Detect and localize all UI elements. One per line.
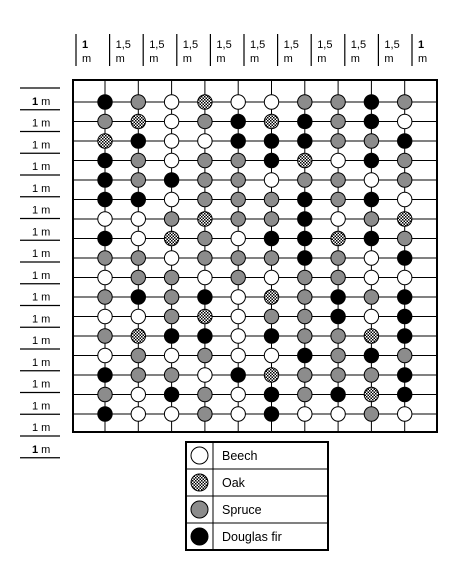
tree-douglas-fir — [364, 348, 378, 362]
tree-spruce — [198, 407, 212, 421]
row-spacing-label — [20, 139, 60, 153]
legend-symbol-beech — [191, 447, 208, 464]
tree-spruce — [398, 153, 412, 167]
row-spacing-text: 1 m — [32, 291, 51, 304]
tree-spruce — [298, 368, 312, 382]
tree-spruce — [364, 134, 378, 148]
planting-grid — [73, 80, 437, 432]
tree-beech — [131, 231, 145, 245]
tree-douglas-fir — [298, 212, 312, 226]
tree-spruce — [331, 192, 345, 206]
tree-beech — [131, 387, 145, 401]
legend-symbol-douglas-fir — [191, 528, 208, 545]
row-spacing-text: 1 m — [32, 269, 51, 282]
tree-beech — [98, 348, 112, 362]
tree-spruce — [364, 407, 378, 421]
tree-douglas-fir — [331, 387, 345, 401]
column-spacing-value: 1 — [82, 39, 89, 51]
tree-douglas-fir — [98, 407, 112, 421]
tree-douglas-fir — [98, 368, 112, 382]
tree-douglas-fir — [264, 153, 278, 167]
column-spacing-value: 1,5 — [384, 39, 400, 51]
tree-douglas-fir — [364, 114, 378, 128]
tree-spruce — [164, 290, 178, 304]
tree-douglas-fir — [298, 251, 312, 265]
row-spacing-label — [20, 335, 60, 349]
tree-oak — [398, 212, 412, 226]
tree-douglas-fir — [264, 231, 278, 245]
tree-spruce — [98, 387, 112, 401]
tree-spruce — [231, 192, 245, 206]
row-spacing-label — [20, 248, 60, 262]
tree-spruce — [231, 173, 245, 187]
row-spacing-label — [20, 357, 60, 371]
column-spacing-unit: m — [149, 53, 159, 65]
tree-beech — [231, 309, 245, 323]
tree-spruce — [398, 173, 412, 187]
column-spacing-value: 1,5 — [216, 39, 232, 51]
row-spacing-label — [20, 379, 60, 393]
column-spacing-value: 1 — [418, 39, 425, 51]
tree-oak — [98, 134, 112, 148]
tree-spruce — [264, 212, 278, 226]
row-spacing-label — [20, 96, 60, 110]
legend-symbol-spruce — [191, 501, 208, 518]
tree-beech — [164, 251, 178, 265]
tree-spruce — [164, 309, 178, 323]
tree-spruce — [98, 290, 112, 304]
tree-beech — [164, 134, 178, 148]
tree-spruce — [131, 95, 145, 109]
tree-spruce — [198, 114, 212, 128]
tree-beech — [298, 407, 312, 421]
tree-spruce — [98, 251, 112, 265]
row-spacing-label — [20, 226, 60, 240]
tree-beech — [98, 270, 112, 284]
column-spacing-label — [345, 34, 366, 66]
column-spacing-label — [278, 34, 299, 66]
tree-beech — [198, 368, 212, 382]
row-spacing-text: 1 m — [32, 422, 51, 434]
row-spacing-text: 1 m — [32, 204, 51, 217]
column-spacing-label — [378, 34, 399, 66]
row-spacing-label — [20, 422, 60, 436]
tree-douglas-fir — [398, 329, 412, 343]
tree-spruce — [331, 251, 345, 265]
tree-douglas-fir — [331, 309, 345, 323]
tree-beech — [364, 251, 378, 265]
tree-douglas-fir — [398, 290, 412, 304]
tree-spruce — [131, 270, 145, 284]
tree-douglas-fir — [264, 407, 278, 421]
column-spacing-value: 1,5 — [182, 39, 199, 51]
column-spacing-unit: m — [250, 53, 260, 65]
legend-symbol-oak — [191, 474, 208, 491]
tree-spruce — [298, 309, 312, 323]
tree-spruce — [131, 173, 145, 187]
tree-spruce — [164, 368, 178, 382]
column-spacing-value: 1,5 — [283, 39, 299, 51]
column-spacing-unit: m — [350, 53, 360, 65]
row-spacing-label — [20, 118, 60, 132]
tree-beech — [231, 348, 245, 362]
row-spacing-text: 1 m — [32, 139, 51, 152]
row-spacing-label — [20, 270, 60, 284]
row-spacing-text: 1 m — [32, 182, 51, 195]
tree-beech — [164, 153, 178, 167]
tree-douglas-fir — [164, 329, 178, 343]
legend-label-beech: Beech — [222, 449, 258, 463]
tree-beech — [231, 387, 245, 401]
tree-beech — [231, 231, 245, 245]
tree-beech — [364, 309, 378, 323]
tree-oak — [264, 368, 278, 382]
tree-spruce — [231, 212, 245, 226]
tree-spruce — [198, 173, 212, 187]
row-spacing-text: 1 m — [32, 226, 51, 239]
tree-beech — [164, 407, 178, 421]
tree-beech — [164, 348, 178, 362]
column-spacing-value: 1,5 — [350, 39, 367, 51]
tree-douglas-fir — [198, 329, 212, 343]
tree-beech — [264, 348, 278, 362]
tree-douglas-fir — [298, 231, 312, 245]
tree-beech — [198, 134, 212, 148]
tree-spruce — [231, 251, 245, 265]
tree-beech — [331, 153, 345, 167]
tree-beech — [131, 212, 145, 226]
tree-douglas-fir — [398, 368, 412, 382]
tree-douglas-fir — [231, 134, 245, 148]
tree-douglas-fir — [98, 95, 112, 109]
tree-douglas-fir — [98, 173, 112, 187]
tree-spruce — [331, 348, 345, 362]
tree-douglas-fir — [331, 290, 345, 304]
tree-spruce — [264, 192, 278, 206]
tree-beech — [164, 114, 178, 128]
tree-douglas-fir — [298, 114, 312, 128]
tree-spruce — [264, 251, 278, 265]
row-spacing-text: 1 m — [32, 400, 51, 413]
tree-oak — [298, 153, 312, 167]
legend-label-douglas-fir: Douglas fir — [222, 530, 282, 544]
tree-douglas-fir — [198, 290, 212, 304]
column-spacing-unit: m — [216, 53, 226, 65]
legend-label-oak: Oak — [222, 476, 245, 490]
tree-douglas-fir — [298, 134, 312, 148]
column-spacing-unit: m — [317, 53, 327, 65]
column-spacing-unit: m — [283, 53, 293, 65]
column-spacing-label — [177, 34, 198, 66]
tree-spruce — [398, 95, 412, 109]
tree-spruce — [164, 270, 178, 284]
tree-spruce — [364, 290, 378, 304]
tree-spruce — [198, 153, 212, 167]
tree-oak — [198, 212, 212, 226]
column-spacing-label — [110, 34, 131, 66]
tree-douglas-fir — [98, 231, 112, 245]
row-spacing-label — [20, 292, 60, 306]
tree-spruce — [331, 368, 345, 382]
tree-beech — [231, 290, 245, 304]
tree-beech — [264, 270, 278, 284]
tree-spruce — [98, 329, 112, 343]
tree-beech — [398, 270, 412, 284]
tree-beech — [131, 309, 145, 323]
tree-spruce — [298, 329, 312, 343]
tree-spruce — [198, 251, 212, 265]
tree-douglas-fir — [264, 134, 278, 148]
column-spacing-value: 1,5 — [115, 39, 131, 51]
tree-oak — [198, 95, 212, 109]
tree-spruce — [198, 231, 212, 245]
tree-spruce — [131, 368, 145, 382]
tree-spruce — [164, 212, 178, 226]
tree-douglas-fir — [298, 192, 312, 206]
legend-label-spruce: Spruce — [222, 503, 262, 517]
tree-douglas-fir — [398, 387, 412, 401]
tree-oak — [131, 114, 145, 128]
tree-spruce — [331, 173, 345, 187]
tree-spruce — [264, 309, 278, 323]
tree-spruce — [131, 153, 145, 167]
tree-spruce — [298, 270, 312, 284]
tree-douglas-fir — [398, 309, 412, 323]
tree-douglas-fir — [231, 368, 245, 382]
tree-beech — [198, 270, 212, 284]
tree-oak — [198, 309, 212, 323]
tree-spruce — [231, 153, 245, 167]
tree-spruce — [98, 114, 112, 128]
column-spacing-value: 1,5 — [149, 39, 165, 51]
row-spacing-text: 1 m — [32, 95, 51, 108]
row-spacing-text: 1 m — [32, 378, 51, 391]
tree-douglas-fir — [364, 95, 378, 109]
row-spacing-label — [20, 161, 60, 175]
species-legend — [186, 442, 328, 550]
tree-beech — [364, 173, 378, 187]
tree-douglas-fir — [264, 387, 278, 401]
tree-douglas-fir — [264, 329, 278, 343]
tree-beech — [231, 95, 245, 109]
tree-beech — [231, 329, 245, 343]
row-spacing-text: 1 m — [32, 117, 51, 130]
tree-spruce — [364, 368, 378, 382]
tree-douglas-fir — [98, 192, 112, 206]
tree-spruce — [364, 212, 378, 226]
tree-douglas-fir — [364, 231, 378, 245]
tree-spruce — [198, 387, 212, 401]
column-spacing-unit: m — [82, 53, 92, 65]
tree-beech — [164, 95, 178, 109]
tree-beech — [331, 407, 345, 421]
tree-douglas-fir — [364, 192, 378, 206]
column-spacing-labels — [76, 34, 427, 66]
tree-spruce — [331, 95, 345, 109]
tree-oak — [164, 231, 178, 245]
tree-spruce — [298, 173, 312, 187]
column-spacing-label — [210, 34, 231, 66]
row-spacing-text: 1 m — [32, 248, 51, 260]
row-spacing-label — [20, 444, 60, 458]
tree-beech — [398, 114, 412, 128]
tree-spruce — [298, 290, 312, 304]
tree-douglas-fir — [398, 134, 412, 148]
tree-spruce — [331, 134, 345, 148]
tree-spruce — [198, 348, 212, 362]
column-spacing-label — [143, 34, 164, 66]
tree-spruce — [298, 387, 312, 401]
tree-spruce — [131, 251, 145, 265]
tree-beech — [331, 212, 345, 226]
tree-beech — [398, 192, 412, 206]
column-spacing-label — [76, 34, 91, 66]
tree-oak — [331, 231, 345, 245]
column-spacing-value: 1,5 — [317, 39, 333, 51]
tree-beech — [98, 212, 112, 226]
tree-spruce — [298, 95, 312, 109]
tree-spruce — [131, 348, 145, 362]
row-spacing-label — [20, 205, 60, 219]
column-spacing-label — [412, 34, 427, 66]
tree-oak — [364, 329, 378, 343]
tree-douglas-fir — [298, 348, 312, 362]
row-spacing-text: 1 m — [32, 161, 51, 173]
column-spacing-unit: m — [182, 53, 192, 65]
tree-douglas-fir — [164, 387, 178, 401]
row-spacing-text: 1 m — [32, 313, 51, 326]
tree-oak — [264, 114, 278, 128]
tree-douglas-fir — [364, 153, 378, 167]
row-spacing-label — [20, 400, 60, 414]
tree-spruce — [331, 329, 345, 343]
tree-douglas-fir — [164, 173, 178, 187]
tree-spruce — [398, 231, 412, 245]
tree-beech — [398, 407, 412, 421]
tree-douglas-fir — [231, 114, 245, 128]
column-spacing-unit: m — [115, 53, 125, 65]
column-spacing-label — [311, 34, 332, 66]
tree-spruce — [231, 270, 245, 284]
tree-oak — [364, 387, 378, 401]
tree-beech — [164, 192, 178, 206]
row-spacing-label — [20, 313, 60, 327]
row-spacing-text: 1 m — [32, 356, 51, 369]
column-spacing-unit: m — [418, 53, 428, 65]
tree-spruce — [331, 270, 345, 284]
column-spacing-value: 1,5 — [250, 39, 266, 51]
tree-douglas-fir — [131, 134, 145, 148]
tree-oak — [131, 329, 145, 343]
row-spacing-label — [20, 183, 60, 197]
tree-beech — [264, 173, 278, 187]
row-spacing-text: 1 m — [32, 335, 51, 347]
tree-beech — [264, 95, 278, 109]
tree-oak — [264, 290, 278, 304]
tree-douglas-fir — [398, 251, 412, 265]
tree-beech — [131, 407, 145, 421]
tree-beech — [98, 309, 112, 323]
tree-douglas-fir — [98, 153, 112, 167]
tree-spruce — [398, 348, 412, 362]
row-spacing-text: 1 m — [32, 443, 51, 456]
tree-spruce — [331, 114, 345, 128]
tree-beech — [364, 270, 378, 284]
row-spacing-labels — [20, 88, 60, 458]
column-spacing-label — [244, 34, 265, 66]
tree-spruce — [198, 192, 212, 206]
plot-border — [73, 80, 437, 432]
tree-douglas-fir — [131, 192, 145, 206]
tree-beech — [231, 407, 245, 421]
column-spacing-unit: m — [384, 53, 394, 65]
tree-douglas-fir — [131, 290, 145, 304]
